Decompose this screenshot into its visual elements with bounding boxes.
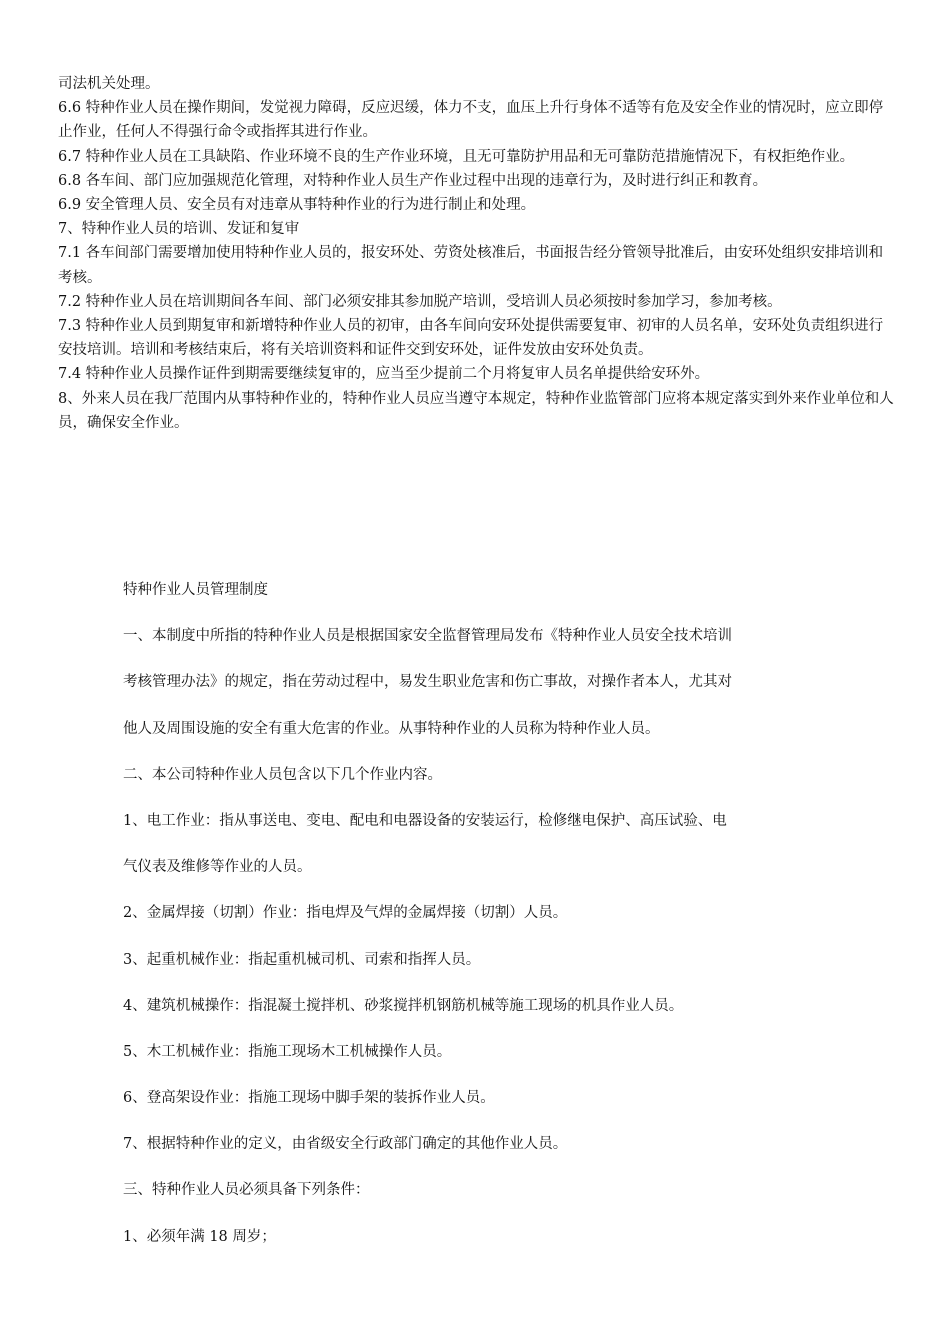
clause-2-heading: 二、本公司特种作业人员包含以下几个作业内容。 xyxy=(123,766,442,783)
item-lifting-machinery: 3、起重机械作业：指起重机械司机、司索和指挥人员。 xyxy=(123,951,481,968)
item-welding: 2、金属焊接（切割）作业：指电焊及气焊的金属焊接（切割）人员。 xyxy=(123,905,568,922)
management-system-section xyxy=(123,579,843,1272)
item-other-work: 7、根据特种作业的定义，由省级安全行政部门确定的其他作业人员。 xyxy=(123,1136,568,1153)
paragraph-6-7: 6.7 特种作业人员在工具缺陷、作业环境不良的生产作业环境，且无可靠防护用品和无可靠防范措施情况下，有权拒绝作业。 xyxy=(58,148,855,165)
item-high-altitude-work: 6、登高架设作业：指施工现场中脚手架的装拆作业人员。 xyxy=(123,1090,495,1107)
condition-age: 1、必须年满 18 周岁； xyxy=(123,1228,276,1245)
clause-1-line-2: 考核管理办法》的规定，指在劳动过程中，易发生职业危害和伤亡事故，对操作者本人，尤其对 xyxy=(123,674,732,691)
item-woodworking-machinery: 5、木工机械作业：指施工现场木工机械操作人员。 xyxy=(123,1043,452,1060)
heading-7-training: 7、特种作业人员的培训、发证和复审 xyxy=(58,221,300,238)
paragraph-judicial-handling: 司法机关处理。 xyxy=(58,76,160,92)
paragraph-6-8: 6.8 各车间、部门应加强规范化管理，对特种作业人员生产作业过程中出现的违章行为，及时进行纠正和教育。 xyxy=(58,172,768,189)
item-electrician-line-2: 气仪表及维修等作业的人员。 xyxy=(123,859,312,876)
paragraph-7-2: 7.2 特种作业人员在培训期间各车间、部门必须安排其参加脱产培训，受培训人员必须按时参加学习，参加考核。 xyxy=(58,293,782,310)
item-electrician-line-1: 1、电工作业：指从事送电、变电、配电和电器设备的安装运行，检修继电保护、高压试验、电 xyxy=(123,812,727,829)
clause-1-line-3: 他人及周围设施的安全有重大危害的作业。从事特种作业的人员称为特种作业人员。 xyxy=(123,720,660,737)
paragraph-7-4: 7.4 特种作业人员操作证件到期需要继续复审的，应当至少提前二个月将复审人员名单提供给安环外。 xyxy=(58,366,710,383)
item-construction-machinery: 4、建筑机械操作：指混凝土搅拌机、砂浆搅拌机钢筋机械等施工现场的机具作业人员。 xyxy=(123,997,684,1014)
clause-3-heading: 三、特种作业人员必须具备下列条件： xyxy=(123,1182,370,1199)
section-title: 特种作业人员管理制度 xyxy=(123,582,268,598)
paragraph-7-3: 7.3 特种作业人员到期复审和新增特种作业人员的初审，由各车间向安环处提供需要复审、初审的人员名单，安环处负责组织进行安技培训。培训和考核结束后，将有关培训资料和证件交到安环处，证件发放由安环处负责。 xyxy=(58,318,884,359)
regulation-continued-section xyxy=(58,72,894,435)
clause-1-line-1: 一、本制度中所指的特种作业人员是根据国家安全监督管理局发布《特种作业人员安全技术培训 xyxy=(123,628,732,645)
paragraph-6-6: 6.6 特种作业人员在操作期间，发觉视力障碍，反应迟缓，体力不支，血压上升行身体不适等有危及安全作业的情况时，应立即停止作业，任何人不得强行命令或指挥其进行作业。 xyxy=(58,100,884,141)
paragraph-8-outside-personnel: 8、外来人员在我厂范围内从事特种作业的，特种作业人员应当遵守本规定，特种作业监管部门应将本规定落实到外来作业单位和人员，确保安全作业。 xyxy=(58,390,894,431)
paragraph-7-1: 7.1 各车间部门需要增加使用特种作业人员的，报安环处、劳资处核准后，书面报告经分管领导批准后，由安环处组织安排培训和考核。 xyxy=(58,245,884,286)
paragraph-6-9: 6.9 安全管理人员、安全员有对违章从事特种作业的行为进行制止和处理。 xyxy=(58,197,536,214)
